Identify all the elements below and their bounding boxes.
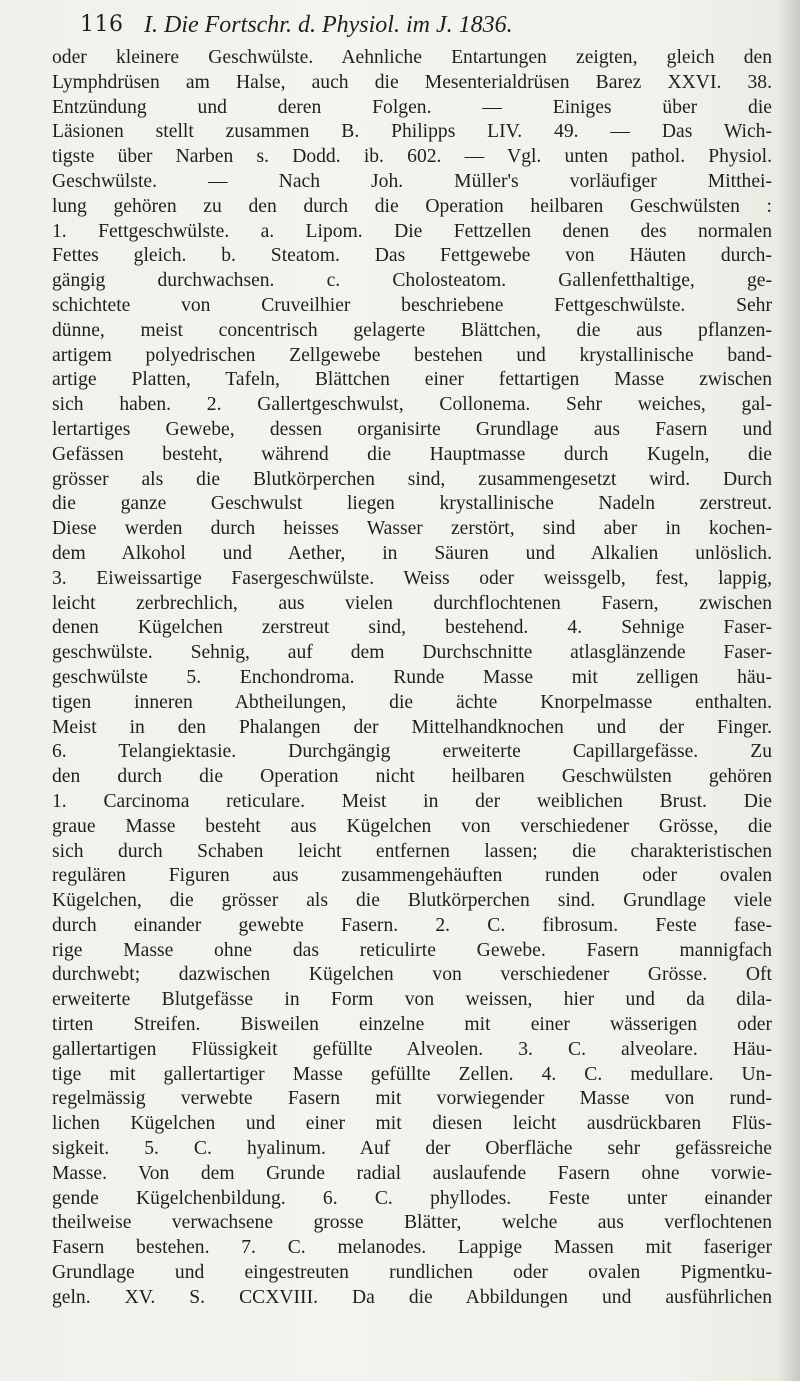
text-line: Entzündung und deren Folgen. — Einiges über die	[52, 96, 772, 118]
text-line: durchwebt; dazwischen Kügelchen von verschiedener Grösse. Oft	[52, 964, 772, 986]
text-line: graue Masse besteht aus Kügelchen von verschiedener Grösse, die	[52, 815, 772, 837]
text-line: sich durch Schaben leicht entfernen lassen; die charakteristischen	[52, 840, 772, 862]
text-line: schichtete von Cruveilhier beschriebene Fettgeschwülste. Sehr	[52, 294, 772, 316]
text-line: Masse. Von dem Grunde radial auslaufende Fasern ohne vorwie-	[52, 1162, 772, 1184]
text-line: lung gehören zu den durch die Operation heilbaren Geschwülsten :	[52, 195, 772, 217]
text-line: Kügelchen, die grösser als die Blutkörperchen sind. Grundlage viele	[52, 890, 772, 912]
text-line: 1. Fettgeschwülste. a. Lipom. Die Fettzellen denen des normalen	[52, 220, 772, 242]
text-line: oder kleinere Geschwülste. Aehnliche Entartungen zeigten, gleich den	[52, 47, 772, 68]
text-line: rige Masse ohne das reticulirte Gewebe. Fasern mannigfach	[52, 939, 772, 961]
text-line: Lymphdrüsen am Halse, auch die Mesenterialdrüsen Barez XXVI. 38.	[52, 71, 772, 93]
text-line: gallertartigen Flüssigkeit gefüllte Alveolen. 3. C. alveolare. Häu-	[52, 1038, 772, 1060]
text-line: den durch die Operation nicht heilbaren Geschwülsten gehören	[52, 766, 772, 788]
text-line: Meist in den Phalangen der Mittelhandknochen und der Finger.	[52, 716, 772, 738]
text-line: leicht zerbrechlich, aus vielen durchflochtenen Fasern, zwischen	[52, 592, 772, 614]
text-line: gende Kügelchenbildung. 6. C. phyllodes. Feste unter einander	[52, 1187, 772, 1209]
text-line: artige Platten, Tafeln, Blättchen einer fettartigen Masse zwischen	[52, 369, 772, 391]
text-line: Gefässen besteht, während die Hauptmasse durch Kugeln, die	[52, 443, 772, 465]
running-title: I. Die Fortschr. d. Physiol. im J. 1836.	[144, 12, 513, 38]
text-line: 1. Carcinoma reticulare. Meist in der weiblichen Brust. Die	[52, 790, 772, 812]
text-line: lichen Kügelchen und einer mit diesen leicht ausdrückbaren Flüs-	[52, 1113, 772, 1135]
text-line: sich haben. 2. Gallertgeschwulst, Collonema. Sehr weiches, gal-	[52, 394, 772, 416]
text-line: dem Alkohol und Aether, in Säuren und Alkalien unlöslich.	[52, 542, 772, 564]
text-line: Grundlage und eingestreuten rundlichen oder ovalen Pigmentku-	[52, 1262, 772, 1284]
body-text	[52, 46, 772, 1311]
text-line: Geschwülste. — Nach Joh. Müller's vorläufiger Mitthei-	[52, 170, 772, 192]
text-line: 3. Eiweissartige Fasergeschwülste. Weiss oder weissgelb, fest, lappig,	[52, 567, 772, 589]
text-line: dünne, meist concentrisch gelagerte Blättchen, die aus pflanzen-	[52, 319, 772, 341]
text-line: tirten Streifen. Bisweilen einzelne mit einer wässerigen oder	[52, 1014, 772, 1036]
text-line: die ganze Geschwulst liegen krystallinische Nadeln zerstreut.	[52, 493, 772, 515]
page-number: 116	[80, 12, 124, 37]
text-line: grösser als die Blutkörperchen sind, zusammengesetzt wird. Durch	[52, 468, 772, 490]
text-line: geschwülste 5. Enchondroma. Runde Masse mit zelligen häu-	[52, 666, 772, 688]
text-line: geschwülste. Sehnig, auf dem Durchschnitte atlasglänzende Faser-	[52, 642, 772, 664]
text-line: artigem polyedrischen Zellgewebe bestehen und krystallinische band-	[52, 344, 772, 366]
text-line: 6. Telangiektasie. Durchgängig erweiterte Capillargefässe. Zu	[52, 741, 772, 763]
text-line: lertartiges Gewebe, dessen organisirte Grundlage aus Fasern und	[52, 418, 772, 440]
text-line: tige mit gallertartiger Masse gefüllte Zellen. 4. C. medullare. Un-	[52, 1063, 772, 1085]
text-line: theilweise verwachsene grosse Blätter, welche aus verflochtenen	[52, 1212, 772, 1234]
text-line: Fettes gleich. b. Steatom. Das Fettgewebe von Häuten durch-	[52, 245, 772, 267]
text-line: durch einander gewebte Fasern. 2. C. fibrosum. Feste fase-	[52, 914, 772, 936]
text-line: erweiterte Blutgefässe in Form von weissen, hier und da dila-	[52, 989, 772, 1011]
page-edge-shadow	[778, 0, 800, 1381]
text-line: regelmässig verwebte Fasern mit vorwiegender Masse von rund-	[52, 1088, 772, 1110]
page-header	[80, 6, 770, 46]
text-line: Fasern bestehen. 7. C. melanodes. Lappige Massen mit faseriger	[52, 1237, 772, 1259]
text-line: Diese werden durch heisses Wasser zerstört, sind aber in kochen-	[52, 518, 772, 540]
text-line: regulären Figuren aus zusammengehäuften runden oder ovalen	[52, 865, 772, 887]
text-line: gängig durchwachsen. c. Cholosteatom. Gallenfetthaltige, ge-	[52, 270, 772, 292]
text-line: Läsionen stellt zusammen B. Philipps LIV. 49. — Das Wich-	[52, 121, 772, 143]
text-line: geln. XV. S. CCXVIII. Da die Abbildungen und ausführlichen	[52, 1286, 772, 1308]
text-line: denen Kügelchen zerstreut sind, bestehend. 4. Sehnige Faser-	[52, 617, 772, 639]
text-line: sigkeit. 5. C. hyalinum. Auf der Oberfläche sehr gefässreiche	[52, 1138, 772, 1160]
text-line: tigen inneren Abtheilungen, die ächte Knorpelmasse enthalten.	[52, 691, 772, 713]
text-line: tigste über Narben s. Dodd. ib. 602. — Vgl. unten pathol. Physiol.	[52, 146, 772, 168]
